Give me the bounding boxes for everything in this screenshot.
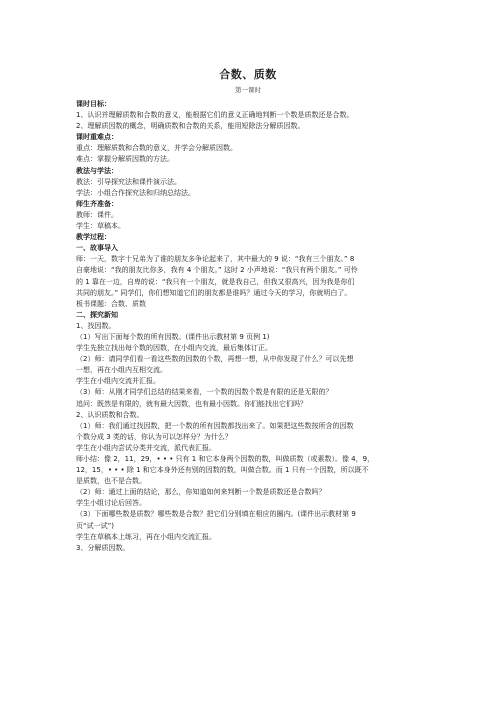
section-heading: 师生齐准备： bbox=[76, 199, 118, 208]
section-heading: 课时目标： bbox=[76, 100, 111, 108]
section-heading: 二、探究新知 bbox=[76, 310, 118, 319]
text-line: 3、分解质因数。 bbox=[76, 543, 130, 552]
text-line: 难点：掌握分解质因数的方法。 bbox=[76, 155, 174, 164]
section-heading: 一、故事导入 bbox=[76, 244, 118, 253]
document-body bbox=[76, 99, 428, 554]
text-line: 12，15，• • • 除 1 和它本身外还有别的因数的数，叫做合数。而 1 只有一个因数，所以既不 bbox=[76, 466, 369, 475]
document-title: 合数、质数 bbox=[219, 68, 277, 81]
text-line: 的 1 靠在一边，自卑的说：“我只有一个朋友，就是我自己，但我又很高兴，因为我是你们 bbox=[76, 277, 355, 286]
text-line: 学法：小组合作探究法和归纳总结法。 bbox=[76, 188, 195, 197]
text-line: 共同的朋友。” 同学们，你们想知道它们的朋友都是谁吗？通过今天的学习，你就明白了。 bbox=[76, 288, 352, 297]
text-line: 学生在小组内交流并汇报。 bbox=[76, 377, 160, 386]
text-line: 1、认识并理解质数和合数的意义，能根据它们的意义正确地判断一个数是质数还是合数。 bbox=[76, 111, 354, 120]
text-line: 2、理解质因数的概念，明确质数和合数的关系，能用短除法分解质因数。 bbox=[76, 122, 305, 131]
text-line: （2）师：请同学们看一看这些数的因数的个数，再想一想，从中你发现了什么？可以先想 bbox=[76, 355, 354, 364]
document-subtitle: 第一课时 bbox=[235, 86, 261, 94]
text-line: 个数分成 3 类的话，你认为可以怎样分？为什么？ bbox=[76, 432, 232, 441]
text-line: （3）下面哪些数是质数？哪些数是合数？把它们分别填在相应的圈内。(课件出示教材第 9 bbox=[76, 510, 356, 519]
text-line: 板书课题：合数、质数 bbox=[76, 299, 146, 308]
text-line: 师小结：像 2，11，29，• • • 只有 1 和它本身两个因数的数，叫做质数（或素数）。像 4，9， bbox=[76, 455, 375, 463]
text-line: （1）师：我们通过找因数，把一个数的所有因数都找出来了。如果把这些数按所含的因数 bbox=[76, 421, 354, 430]
text-line: 师：一天，数字十兄弟为了谁的朋友多争论起来了，其中最大的 9 说：“我有三个朋友。” 8 bbox=[76, 255, 355, 264]
text-line: 1、找因数。 bbox=[76, 321, 116, 330]
text-line: 教师：课件。 bbox=[76, 210, 118, 219]
section-heading: 课时重难点： bbox=[76, 133, 118, 142]
text-line: 学生小组讨论后回答。 bbox=[76, 499, 146, 508]
text-line: （1）写出下面每个数的所有因数。(课件出示教材第 9 页例 1) bbox=[76, 332, 270, 341]
text-line: 学生在小组内尝试分类并交流，派代表汇报。 bbox=[76, 443, 216, 452]
section-heading: 教学过程： bbox=[76, 233, 111, 242]
text-line: 教法：引导探究法和课件演示法。 bbox=[76, 177, 181, 186]
text-line: 学生在草稿本上练习，再在小组内交流汇报。 bbox=[76, 532, 216, 541]
text-line: 追问：既然是有限的，就有最大因数，也有最小因数。你们能找出它们吗？ bbox=[76, 399, 307, 408]
text-line: 2、认识质数和合数。 bbox=[76, 410, 144, 419]
text-line: 一想，再在小组内互相交流。 bbox=[76, 366, 167, 375]
text-line: （3）师：从刚才同学们总结的结果来看，一个数的因数个数是有限的还是无限的？ bbox=[76, 388, 333, 397]
text-line: 学生先独立找出每个数的因数，在小组内交流，最后集体订正。 bbox=[76, 344, 272, 353]
text-line: 页“试一试”) bbox=[76, 521, 114, 530]
text-line: 学生：草稿本。 bbox=[76, 222, 125, 231]
section-heading: 教法与学法： bbox=[76, 166, 118, 175]
text-line: 自豪地说：“我的朋友比你多，我有 4 个朋友。” 这时 2 小声地说：“我只有两个朋友。” 可怜 bbox=[76, 266, 358, 275]
text-line: 是质数，也不是合数。 bbox=[76, 477, 146, 486]
text-line: （2）师：通过上面的结论，那么，你知道如何来判断一个数是质数还是合数吗？ bbox=[76, 488, 326, 497]
text-line: 重点：理解质数和合数的意义，并学会分解质因数。 bbox=[76, 144, 237, 153]
